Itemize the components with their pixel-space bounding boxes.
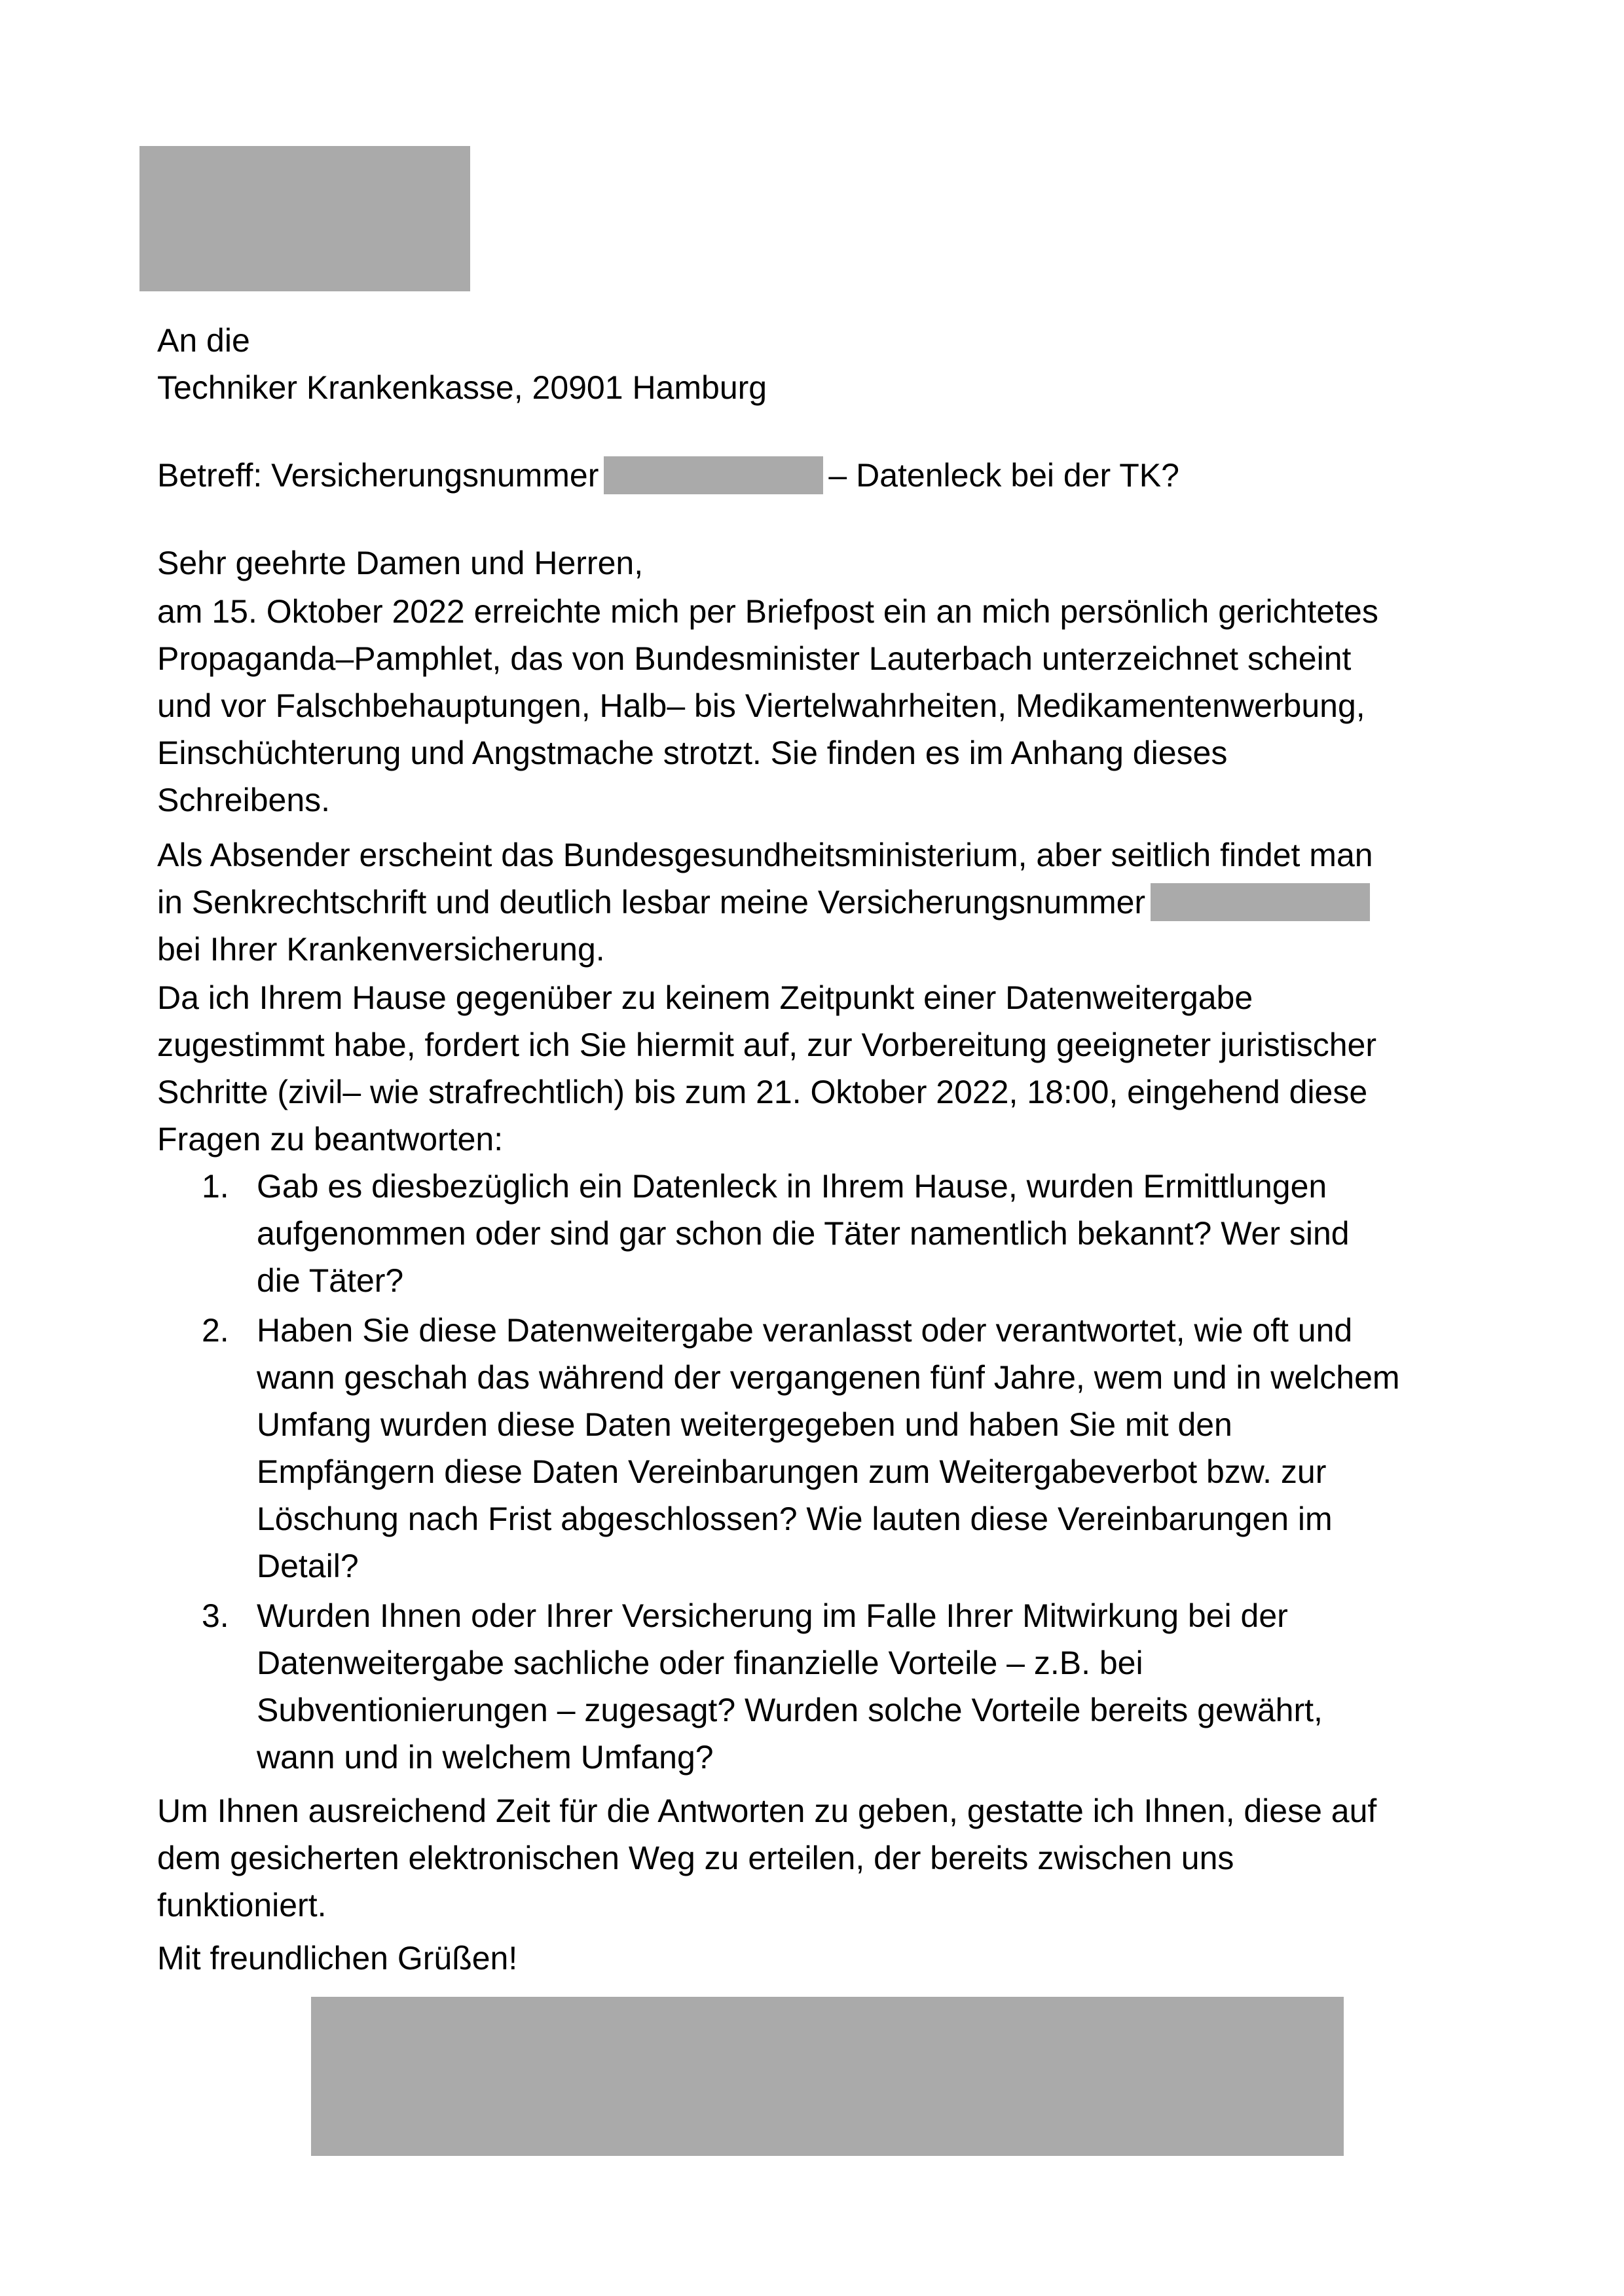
list-item [190,1592,1493,1781]
recipient-line-1: An die [157,322,250,359]
list-item-line: Haben Sie diese Datenweitergabe veranlasst oder verantwortet, wie oft und [257,1312,1353,1349]
closing-text: Mit freundlichen Grüßen! [157,1940,518,1977]
list-item [190,1163,1493,1304]
paragraph-line: Schritte (zivil– wie strafrechtlich) bis zum 21. Oktober 2022, 18:00, eingehend diese [157,1074,1368,1110]
paragraph-line: funktioniert. [157,1887,327,1923]
recipient-block [157,317,1493,411]
paragraph-line: Fragen zu beantworten: [157,1121,504,1157]
list-item-line: Datenweitergabe sachliche oder finanzielle Vorteile – z.B. bei [257,1645,1143,1681]
recipient-line-2: Techniker Krankenkasse, 20901 Hamburg [157,369,767,406]
list-item-line: wann geschah das während der vergangenen fünf Jahre, wem und in welchem [257,1359,1400,1396]
paragraph-line: Einschüchterung und Angstmache strotzt. Sie finden es im Anhang dieses [157,735,1228,771]
list-item-line: Gab es diesbezüglich ein Datenleck in Ihrem Hause, wurden Ermittlungen [257,1168,1327,1205]
subject-prefix: Betreff: Versicherungsnummer [157,457,599,494]
paragraph-2 [157,831,1493,973]
list-item-line: die Täter? [257,1262,404,1299]
signature-redaction [311,1997,1344,2156]
list-item-line: Löschung nach Frist abgeschlossen? Wie lauten diese Vereinbarungen im [257,1501,1333,1537]
list-item-line: Umfang wurden diese Daten weitergegeben und haben Sie mit den [257,1406,1232,1443]
list-item-line: Subventionierungen – zugesagt? Wurden solche Vorteile bereits gewährt, [257,1692,1323,1728]
list-item-line: Detail? [257,1548,359,1584]
sender-address-redaction [139,146,470,291]
insurance-number-redaction [604,456,823,494]
list-item-number: 1. [202,1168,229,1205]
paragraph-line: und vor Falschbehauptungen, Halb– bis Viertelwahrheiten, Medikamentenwerbung, [157,687,1365,724]
paragraph-4 [157,1787,1493,1929]
salutation-text: Sehr geehrte Damen und Herren, [157,545,644,581]
questions-list [190,1163,1493,1781]
subject-suffix: – Datenleck bei der TK? [828,457,1179,494]
list-item [190,1307,1493,1590]
paragraph-line: dem gesicherten elektronischen Weg zu erteilen, der bereits zwischen uns [157,1840,1234,1876]
list-item-line: Empfängern diese Daten Vereinbarungen zum Weitergabeverbot bzw. zur [257,1453,1327,1490]
paragraph-line: Um Ihnen ausreichend Zeit für die Antworten zu geben, gestatte ich Ihnen, diese auf [157,1793,1377,1829]
paragraph-line: bei Ihrer Krankenversicherung. [157,931,605,968]
paragraph-line: Propaganda–Pamphlet, das von Bundesminister Lauterbach unterzeichnet scheint [157,640,1352,677]
paragraph-line-text: in Senkrechtschrift und deutlich lesbar meine Versicherungsnummer [157,884,1146,920]
paragraph-1 [157,588,1493,824]
insurance-number-redaction [1151,883,1370,921]
paragraph-line: zugestimmt habe, fordert ich Sie hiermit auf, zur Vorbereitung geeigneter juristischer [157,1027,1377,1063]
paragraph-line: am 15. Oktober 2022 erreichte mich per Briefpost ein an mich persönlich gerichtetes [157,593,1378,630]
salutation [157,539,1493,587]
list-item-line: aufgenommen oder sind gar schon die Täter namentlich bekannt? Wer sind [257,1215,1350,1252]
paragraph-line: Als Absender erscheint das Bundesgesundheitsministerium, aber seitlich findet man [157,837,1373,873]
subject-line [157,452,1493,499]
paragraph-line-with-redaction [157,879,1493,926]
paragraph-3 [157,974,1493,1163]
closing [157,1935,1493,1982]
list-item-number: 2. [202,1312,229,1349]
paragraph-line: Schreibens. [157,782,331,818]
list-item-line: Wurden Ihnen oder Ihrer Versicherung im Falle Ihrer Mitwirkung bei der [257,1597,1288,1634]
list-item-number: 3. [202,1597,229,1634]
paragraph-line: Da ich Ihrem Hause gegenüber zu keinem Zeitpunkt einer Datenweitergabe [157,979,1253,1016]
list-item-line: wann und in welchem Umfang? [257,1739,714,1776]
